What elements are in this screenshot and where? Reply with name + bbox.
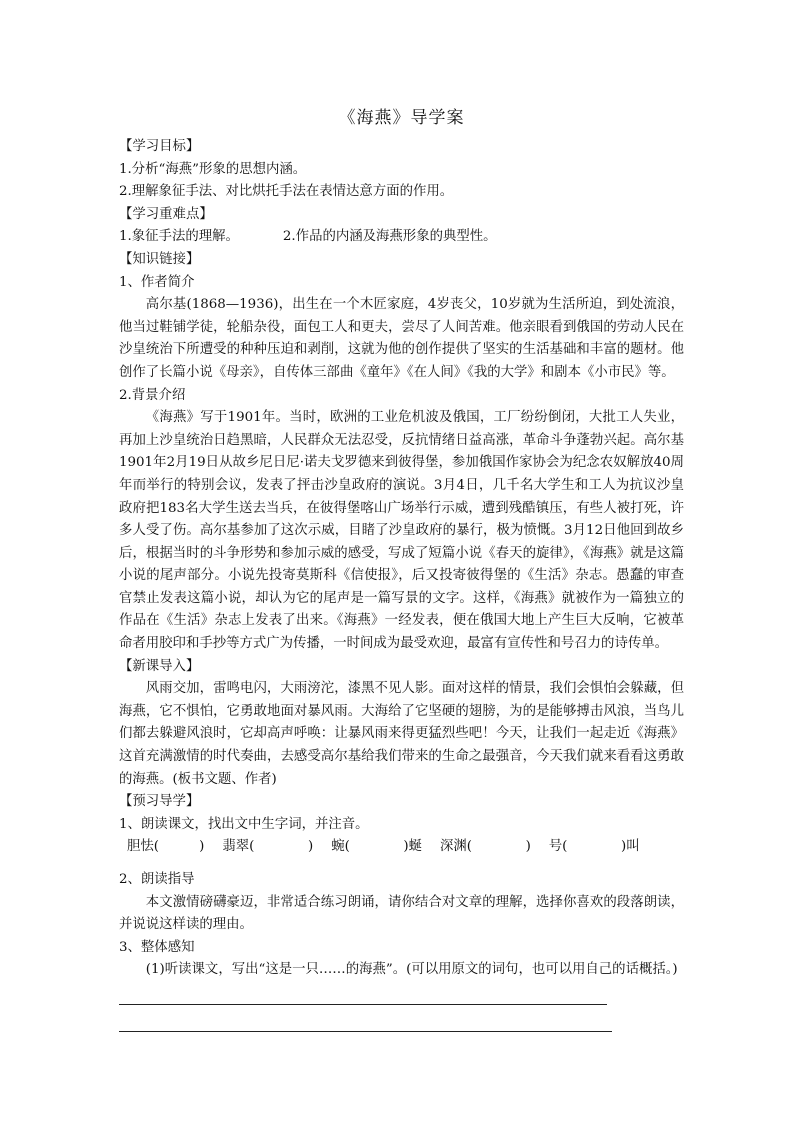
page-title: 《海燕》导学案 [338, 108, 465, 128]
preview-question-3: 3、整体感知 [119, 939, 195, 955]
pinyin-exercise-row [127, 836, 684, 859]
goals-heading: 【学习目标】 [119, 139, 200, 154]
goal-item-2: 2.理解象征手法、对比烘托手法在表情达意方面的作用。 [119, 184, 454, 200]
pinyin-word-2: 翡翠( ) [222, 839, 314, 855]
reading-guide-paragraph: 本文激情磅礴豪迈，非常适合练习朗诵，请你结合对文章的理解，选择你喜欢的段落朗读，并说说这样读的理由。 [119, 894, 684, 933]
pinyin-word-3: 蜿( )蜒 [331, 839, 422, 855]
answer-line-2[interactable] [119, 1031, 612, 1032]
preview-question-1: 1、朗读课文，找出文中生字词，并注音。 [119, 816, 369, 832]
key-point-1: 1.象征手法的理解。 [119, 229, 239, 245]
preview-question-2: 2、朗读指导 [119, 872, 195, 887]
background-paragraph: 《海燕》写于1901年。当时，欧洲的工业危机波及俄国，工厂纷纷倒闭，大批工人失业，再加上沙皇统治日趋黑暗，人民群众无法忍受，反抗情绪日益高涨，革命斗争蓬勃兴起。高尔基1901年2月19日从故乡尼日尼·诺夫戈罗德来到彼得堡，参加俄国作家协会为纪念农奴解放40周年而举行的特别会议，发表了抨击沙皇政府的演说。3月4日，几千名大学生和工人为抗议沙皇政府把183名大学生送去当兵，在彼得堡喀山广场举行示威，遭到残酷镇压，有些人被打死，许多人受了伤。高尔基参加了这次示威，目睹了沙皇政府的暴行，极为愤慨。3月12日他回到故乡后，根据当时的斗争形势和参加示威的感受，写成了短篇小说《春天的旋律》，《海燕》就是这篇小说的尾声部分。小说先投寄莫斯科《信使报》，后又投寄彼得堡的《生活》杂志。愚蠢的审查官禁止发表这篇小说，却认为它的尾声是一篇写景的文字。这样，《海燕》就被作为一篇独立的作品在《生活》杂志上发表了出来。《海燕》一经发表，便在俄国大地上产生巨大反响，它被革命者用胶印和手抄等方式广为传播，一时间成为最受欢迎，最富有宣传性和号召力的诗传单。 [119, 410, 684, 652]
preview-heading: 【预习导学】 [119, 794, 200, 810]
pinyin-word-1: 胆怯( ) [127, 839, 205, 855]
pinyin-word-5: 号( )叫 [548, 839, 640, 855]
intro-heading: 【新课导入】 [119, 658, 200, 674]
overall-perception-paragraph: (1)听读课文，写出“这是一只……的海燕”。(可以用原文的词句，也可以用自己的话概括。) [145, 962, 678, 978]
key-points-heading: 【学习重难点】 [119, 206, 213, 222]
intro-paragraph: 风雨交加，雷鸣电闪，大雨滂沱，漆黑不见人影。面对这样的情景，我们会惧怕会躲藏，但海燕，它不惧怕，它勇敢地面对暴风雨。大海给了它坚硬的翅膀，为的是能够搏击风浪，当鸟儿们都去躲避风浪时，它却高声呼唤：让暴风雨来得更猛烈些吧！今天，让我们一起走近《海燕》这首充满激情的时代奏曲，去感受高尔基给我们带来的生命之最强音，今天我们就来看看这勇敢的海燕。(板书文题、作者) [119, 681, 684, 787]
key-points-line [119, 226, 684, 249]
answer-line-1[interactable] [119, 1004, 607, 1005]
document-page [119, 103, 684, 1032]
knowledge-heading: 【知识链接】 [119, 251, 200, 267]
author-heading: 1、作者简介 [119, 274, 195, 290]
author-paragraph: 高尔基(1868—1936)，出生在一个木匠家庭，4岁丧父，10岁就为生活所迫，到处流浪，他当过鞋铺学徒，轮船杂役，面包工人和更夫，尝尽了人间苦难。他亲眼看到俄国的劳动人民在沙皇统治下所遭受的种种压迫和剥削，这就为他的创作提供了坚实的生活基础和丰富的题材。他创作了长篇小说《母亲》，自传体三部曲《童年》《在人间》《我的大学》和剧本《小市民》等。 [119, 297, 684, 380]
key-point-2: 2.作品的内涵及海燕形象的典型性。 [282, 229, 497, 245]
background-heading: 2.背景介绍 [119, 387, 186, 403]
goal-item-1: 1.分析“海燕”形象的思想内涵。 [119, 161, 307, 177]
pinyin-word-4: 深渊( ) [440, 839, 531, 855]
